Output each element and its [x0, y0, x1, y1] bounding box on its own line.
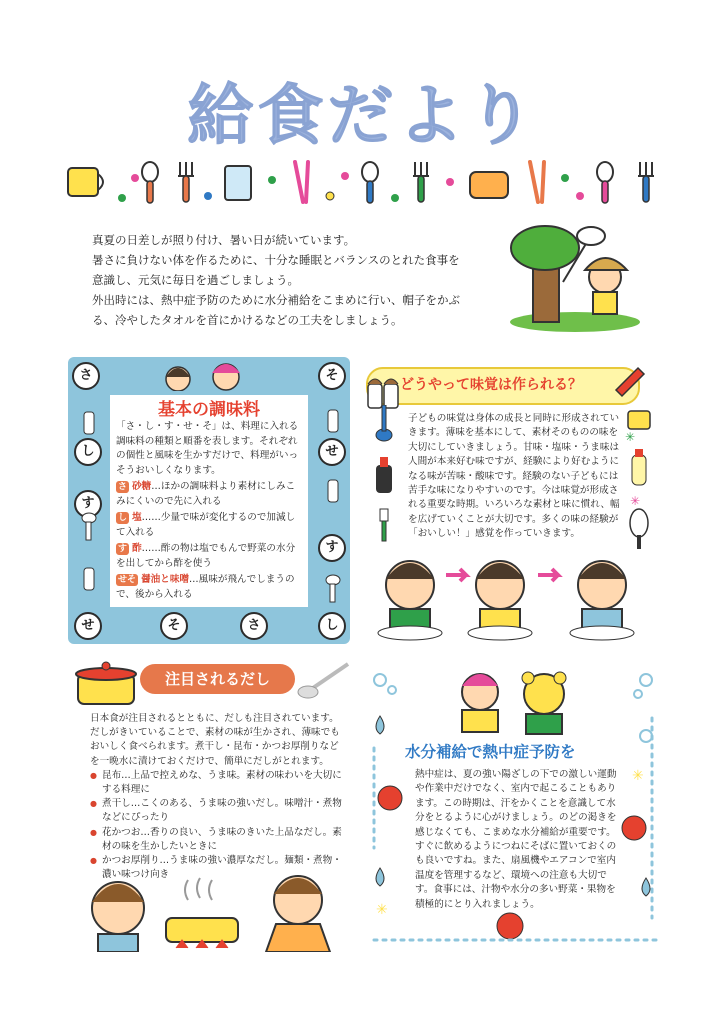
taste-title: どうやって味覚は作られる？: [400, 377, 582, 393]
spoon-icon: [362, 162, 378, 203]
seasonings-text: [116, 420, 304, 604]
list-item: ● 花かつお…香りの良い、うま味のきいた上品なだし。素材の味を生かしたいときに: [90, 826, 342, 854]
children-cooking-illustration: [88, 862, 350, 952]
intro-line: 外出時には、熱中症予防のために水分補給をこまめに行い、帽子をかぶ: [92, 293, 460, 307]
ladle-icon: [376, 405, 392, 441]
seasoning-desc: …ほかの調味料より素材にしみこみにくいので先に入れる: [116, 481, 296, 507]
list-item: ● 昆布…上品で控えめな、うま味。素材の味わいを大切にする料理に: [90, 769, 342, 797]
dashi-text: [90, 712, 342, 882]
tile-bottom: さ: [240, 612, 268, 640]
seasoning-tag: す: [118, 544, 128, 554]
list-item: ● 煮干し…こくのある、うま味の強いだし。味噌汁・煮物などにぴったり: [90, 797, 342, 825]
boy-catching-insects-illustration: [505, 222, 645, 332]
dashi-title: 注目されるだし: [164, 670, 270, 688]
seasoning-name: 醤油と味噌: [141, 574, 190, 585]
soy-sauce-bottle-icon: [376, 457, 392, 493]
tile-bottom: そ: [160, 612, 188, 640]
tile-left: せ: [74, 612, 102, 640]
utensil-decoration: [60, 158, 680, 208]
svg-text:✳: ✳: [625, 430, 636, 444]
intro-line: 暑さに負けない体を作るために、十分な睡眠とバランスのとれた食事を: [92, 253, 460, 267]
pot-icon: [72, 660, 142, 708]
tile-right: す: [318, 534, 346, 562]
fork-icon: [413, 162, 429, 202]
page-title: 給食だより: [187, 77, 538, 154]
dashi-body: 日本食が注目されるとともに、だしも注目されています。だしがきいていることで、素材の味が生かされ、薄味でもおいしく食べられます。煮干し・昆布・かつお厚削りなどを一晩水に漬けておくだけで、簡単にだしがとれます。: [90, 713, 340, 767]
child-figure: [92, 882, 144, 952]
spoon-icon: [597, 162, 613, 203]
intro-text: [92, 230, 492, 330]
whisk-icon: [630, 509, 648, 549]
seasonings-intro: 「さ・し・す・せ・そ」は、料理に入れる調味料の種類と順番を表します。それぞれの個性と風味を生かすだけで、料理がいっそうおいしくなります。: [116, 421, 299, 476]
seasoning-item: [116, 511, 304, 540]
seasoning-desc: ……酢の物は塩でもんで野菜の水分を出してから酢を使う: [116, 543, 296, 569]
heatstroke-body: 熱中症は、夏の強い陽ざしの下での激しい運動や作業中だけでなく、室内で起こることもあります。この時期は、汗をかくことを意識して水分をとるように心がけましょう。のどの渇きを感じなくても、こまめな水分補給が重要です。すぐに飲めるようにつねにそばに置いておくのも良いですね。また、扇風機やエアコンで室内温度を管理するなど、環境への注意も大切です。食事には、汁物や水分の多い野菜・果物を積極的にとり入れましょう。: [415, 769, 617, 910]
seasoning-item: [116, 480, 304, 509]
seasoning-item: [116, 573, 304, 602]
seasonings-title: 基本の調味料: [158, 400, 260, 420]
tile-right: せ: [318, 438, 346, 466]
heatstroke-title: 水分補給で熱中症予防を: [405, 743, 576, 761]
children-drinking-illustration: [440, 668, 580, 738]
seasoning-tag: し: [118, 513, 128, 523]
seasoning-bottles-decoration: [320, 390, 346, 610]
children-faces-illustration: [160, 355, 250, 391]
seasoning-name: 塩: [132, 512, 142, 523]
seasoning-tag: せそ: [118, 575, 137, 585]
intro-line: 意識し、元気に毎日を過ごしましょう。: [92, 273, 299, 287]
chopsticks-icon: [295, 162, 308, 202]
tile-right: し: [318, 612, 346, 640]
intro-line: 真夏の日差しが照り付け、暑い日が続いています。: [92, 233, 356, 247]
child-figure: [266, 876, 330, 952]
glass-icon: [225, 166, 251, 200]
spatula-icon: [380, 509, 388, 541]
child-figure: [378, 561, 442, 640]
cup-icon: [68, 168, 103, 196]
seasoning-item: [116, 542, 304, 571]
svg-text:✳: ✳: [630, 494, 641, 508]
children-eating-illustration: [370, 545, 660, 645]
ketchup-bottle-icon: [610, 360, 650, 400]
seasoning-bottles-decoration: [76, 390, 102, 600]
mayonnaise-bottle-icon: [632, 449, 646, 485]
list-item: ● かつお厚削り…うま味の強い濃厚なだし。麺類・煮物・濃い味つけ向き: [90, 854, 342, 882]
pot-icon: [628, 411, 650, 429]
taste-body: 子どもの味覚は身体の成長と同時に形成されていきます。薄味を基本にして、素材そのものの味を大切にしていきましょう。甘味・塩味・うま味は人間が本来好む味ですが、経験により好むようになる味が苦味・酸味です。経験のない子どもには苦手な味になりやすいのです。今は味覚が形成される重要な時期。いろいろな素材と味に慣れ、幅を広げていくことが大切です。多くの味の経験が「おいしい！」感覚を作っていきます。: [408, 413, 620, 540]
child-figure: [570, 561, 634, 640]
child-figure: [462, 674, 498, 732]
tile-left: す: [74, 490, 102, 518]
tile-left: さ: [72, 362, 100, 390]
bear-figure: [522, 672, 566, 734]
fork-icon: [638, 162, 654, 202]
svg-text:✳: ✳: [376, 902, 388, 918]
seasoning-desc: …風味が飛んでしまうので、後から入れる: [116, 574, 295, 600]
seasoning-name: 酢: [132, 543, 142, 554]
seasoning-desc: ……少量で味が変化するので加減して入れる: [116, 512, 296, 538]
cup-icon: [470, 172, 508, 198]
svg-text:✳: ✳: [632, 768, 644, 784]
seasoning-name: 砂糖: [132, 481, 152, 492]
ladle-icon: [296, 660, 352, 700]
child-figure: [468, 561, 532, 640]
fork-icon: [178, 162, 194, 202]
tile-left: し: [74, 438, 102, 466]
seasoning-tag: さ: [118, 482, 128, 492]
tile-right: そ: [318, 362, 346, 390]
spoon-icon: [142, 162, 158, 203]
intro-line: る、冷やしたタオルを首にかけるなどの工夫をしましょう。: [92, 313, 403, 327]
chopsticks-icon: [530, 162, 544, 202]
